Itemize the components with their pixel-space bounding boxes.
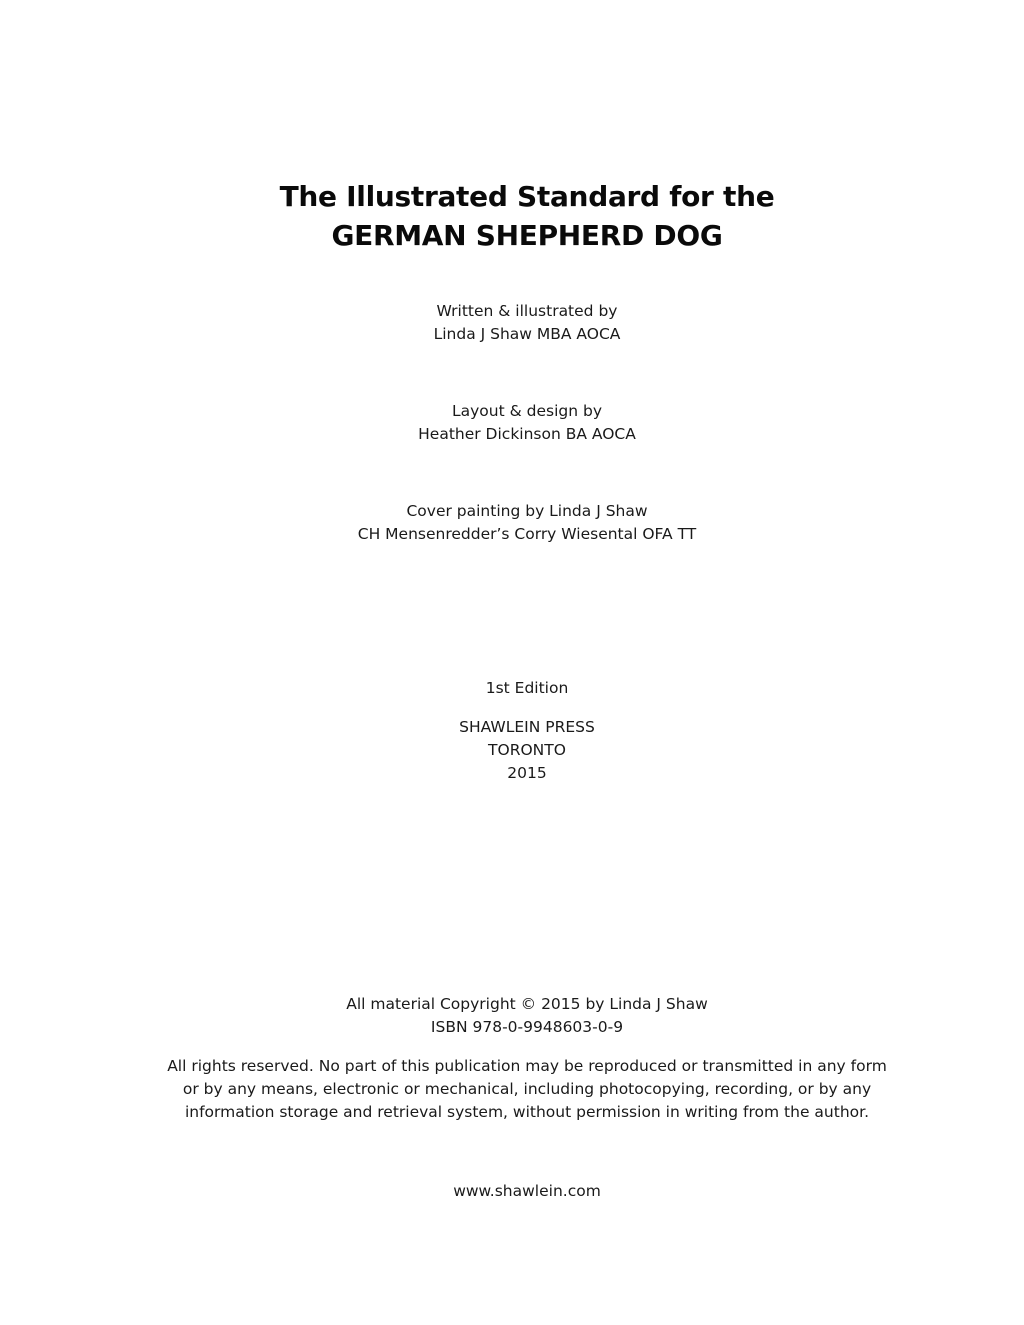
layout-designer-name: Heather Dickinson BA AOCA	[418, 425, 636, 443]
rights-line-3: information storage and retrieval system, without permission in writing from the author.	[184, 1103, 870, 1121]
rights-statement	[0, 1055, 1024, 1124]
isbn: ISBN 978-0-9948603-0-9	[430, 1018, 624, 1036]
cover-subject: CH Mensenredder’s Corry Wiesental OFA TT	[357, 525, 697, 543]
publisher-name: SHAWLEIN PRESS	[459, 718, 595, 736]
book-title-line-2: GERMAN SHEPHERD DOG	[331, 219, 723, 252]
layout-credit-label: Layout & design by	[452, 402, 602, 420]
author-credit	[0, 300, 1024, 346]
edition-label: 1st Edition	[485, 679, 569, 697]
copyright-notice: All material Copyright © 2015 by Linda J Shaw	[346, 995, 708, 1013]
edition	[0, 677, 1024, 700]
publisher-info	[0, 716, 1024, 785]
cover-credit	[0, 500, 1024, 546]
book-title-line-1: The Illustrated Standard for the	[279, 180, 775, 213]
layout-credit	[0, 400, 1024, 446]
website	[0, 1180, 1024, 1203]
copyright-info	[0, 993, 1024, 1039]
book-title	[0, 177, 1024, 255]
website-url: www.shawlein.com	[453, 1182, 601, 1200]
publication-year: 2015	[507, 764, 547, 782]
cover-credit-label: Cover painting by Linda J Shaw	[406, 502, 648, 520]
author-name: Linda J Shaw MBA AOCA	[433, 325, 621, 343]
publisher-city: TORONTO	[488, 741, 566, 759]
rights-line-2: or by any means, electronic or mechanical, including photocopying, recording, or by any	[182, 1080, 872, 1098]
rights-line-1: All rights reserved. No part of this publication may be reproduced or transmitted in any form	[167, 1057, 887, 1075]
author-credit-label: Written & illustrated by	[436, 302, 618, 320]
